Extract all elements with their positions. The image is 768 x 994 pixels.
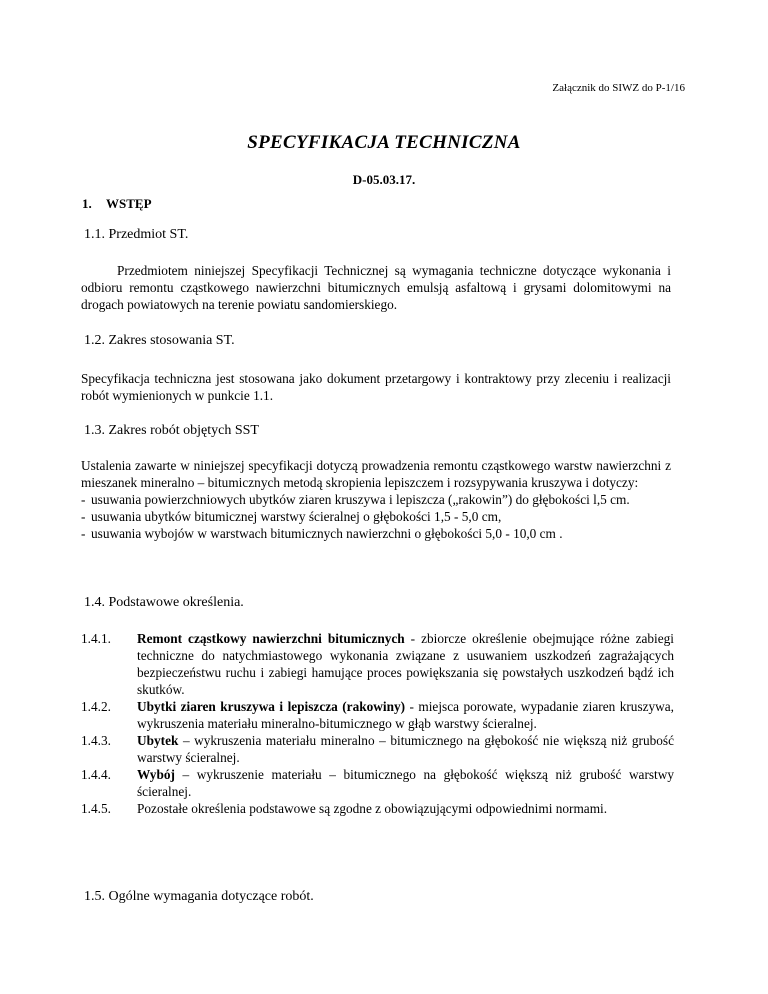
section-1-1-text: Przedmiotem niniejszej Specyfikacji Technicznej są wymagania techniczne dotyczące wykonania i odbioru remontu cząstkowego nawierzchni bitumicznych emulsją asfaltową i grysami dolomitowymi na drogach powiatowych na terenie powiatu sandomierskiego. (81, 263, 671, 312)
definition-term: Wybój (137, 767, 175, 782)
list-item: - usuwania powierzchniowych ubytków ziaren kruszywa i lepiszcza („rakowin”) do głębokości l,5 cm. (81, 492, 630, 507)
definition-1 (81, 630, 674, 698)
definition-4 (81, 766, 674, 800)
definition-term: Remont cząstkowy nawierzchni bitumicznych (137, 631, 405, 646)
section-1-3-heading: 1.3. Zakres robót objętych SST (84, 423, 259, 438)
section-1-2-heading: 1.2. Zakres stosowania ST. (84, 333, 235, 348)
section-1-heading (82, 196, 152, 212)
definition-3 (81, 732, 674, 766)
section-1-2-paragraph (81, 370, 671, 404)
attachment-note: Załącznik do SIWZ do P-1/16 (552, 82, 685, 94)
section-1-label: WSTĘP (106, 196, 152, 211)
definitions-list (81, 630, 674, 817)
list-item: - usuwania ubytków bitumicznej warstwy ścieralnej o głębokości 1,5 - 5,0 cm, (81, 509, 502, 524)
list-item: - usuwania wybojów w warstwach bitumicznych nawierzchni o głębokości 5,0 - 10,0 cm . (81, 526, 563, 541)
definition-text: - zbiorcze określenie obejmujące różne zabiegi techniczne do natychmiastowego wykonania związane z usuwaniem uszkodzeń zagrażających bezpieczeństwu ruchu i zabiegi hamujące proces powiększania się powstałych uszkodzeń bądź ich skutków. (137, 631, 674, 697)
section-1-2-text: Specyfikacja techniczna jest stosowana jako dokument przetargowy i kontraktowy przy zleceniu i realizacji robót wymienionych w punkcie 1.1. (81, 371, 671, 403)
document-title: SPECYFIKACJA TECHNICZNA (247, 132, 521, 153)
definition-text: – wykruszenie materiału – bitumicznego na głębokość większą niż grubość warstwy ścieralnej. (137, 767, 674, 799)
section-1-4-heading: 1.4. Podstawowe określenia. (84, 595, 244, 610)
definition-number: 1.4.2. (81, 699, 111, 714)
section-1-5-heading: 1.5. Ogólne wymagania dotyczące robót. (84, 889, 314, 904)
definition-number: 1.4.4. (81, 767, 111, 782)
section-1-3-paragraph (81, 457, 671, 542)
definition-2 (81, 698, 674, 732)
definition-text: – wykruszenia materiału mineralno – bitumicznego na głębokość nie większą niż grubość warstwy ścieralnej. (137, 733, 674, 765)
definition-text: Pozostałe określenia podstawowe są zgodne z obowiązującymi odpowiednimi normami. (137, 801, 608, 816)
definition-number: 1.4.1. (81, 631, 111, 646)
section-1-3-list (81, 491, 671, 542)
section-1-number: 1. (82, 196, 92, 211)
section-1-1-heading: 1.1. Przedmiot ST. (84, 227, 189, 242)
section-1-1-paragraph (81, 262, 671, 313)
definition-term: Ubytki ziaren kruszywa i lepiszcza (rakowiny) (137, 699, 406, 714)
definition-5 (81, 800, 674, 817)
definition-number: 1.4.3. (81, 733, 111, 748)
definition-term: Ubytek (137, 733, 179, 748)
document-code: D-05.03.17. (352, 172, 416, 187)
definition-text: - miejsca porowate, wypadanie ziaren kruszywa, wykruszenia materiału mineralno-bitumicznego w głąb warstwy ścieralnej. (137, 699, 674, 731)
definition-number: 1.4.5. (81, 801, 111, 816)
section-1-3-intro: Ustalenia zawarte w niniejszej specyfikacji dotyczą prowadzenia remontu cząstkowego warstw nawierzchni z mieszanek mineralno – bitumicznych metodą skropienia lepiszczem i rozsypywania kruszywa i dotyczy: (81, 458, 671, 490)
